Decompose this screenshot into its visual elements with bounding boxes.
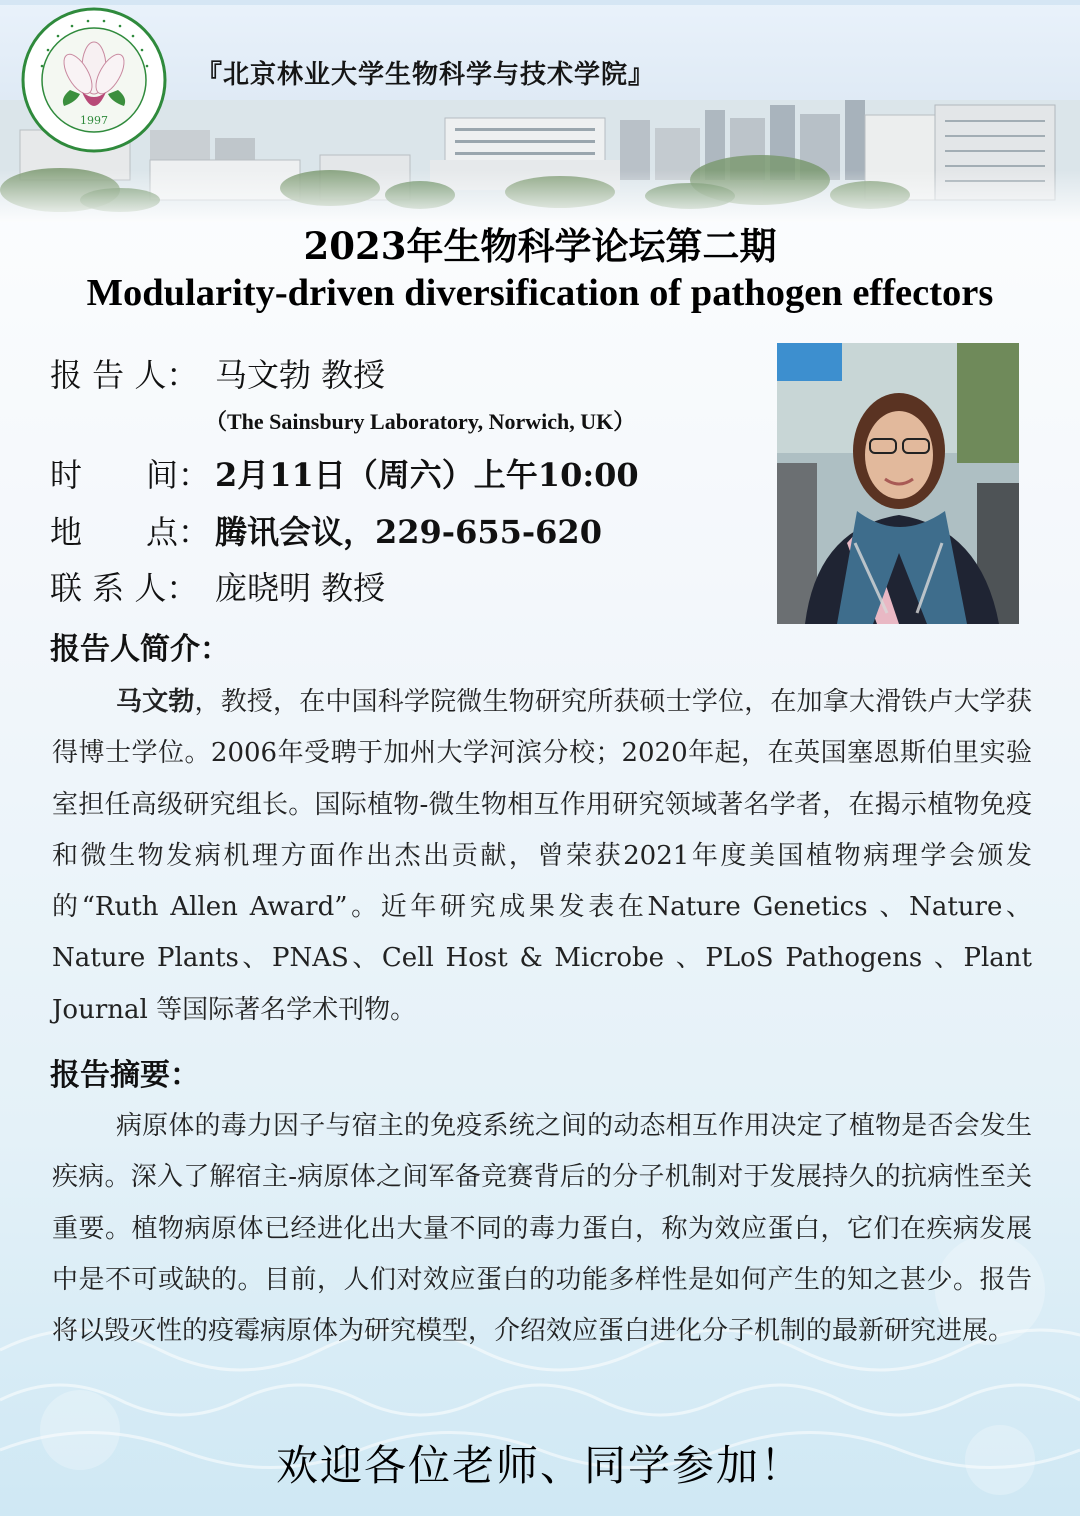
- speaker-photo: [777, 343, 1019, 624]
- forum-title: 2023年生物科学论坛第二期: [303, 224, 777, 268]
- place-value: 腾讯会议，229-655-620: [215, 513, 602, 551]
- place-label: 地 点：: [50, 513, 211, 551]
- banner-fade: [0, 170, 1080, 222]
- place-line: [50, 507, 602, 553]
- abstract-heading: 报告摘要：: [50, 1058, 200, 1093]
- speaker-affiliation: （The Sainsbury Laboratory, Norwich, UK）: [205, 409, 636, 434]
- logo-year: 1997: [80, 114, 108, 127]
- college-logo: [20, 6, 168, 154]
- speaker-name: 马文勃 教授: [215, 356, 386, 394]
- time-label: 时 间：: [50, 456, 211, 494]
- bio-speaker-name: 马文勃: [116, 687, 195, 717]
- speaker-line: [50, 350, 385, 396]
- header-banner: [0, 0, 1080, 222]
- contact-name: 庞晓明 教授: [215, 569, 386, 607]
- top-line: [0, 0, 1080, 5]
- bio-text: ，教授，在中国科学院微生物研究所获硕士学位，在加拿大滑铁卢大学获得博士学位。2006年受聘于加州大学河滨分校；2020年起，在英国塞恩斯伯里实验室担任高级研究组长。国际植物-微生物相互作用研究领域著名学者，在揭示植物免疫和微生物发病机理方面作出杰出贡献，曾荣获2021年度美国植物病理学会颁发的“Ruth Allen Award”。近年研究成果发表在Nature Genetics 、Nature、Nature Plants、PNAS、Cell Host & Microbe 、PLoS Pathogens 、Plant Journal 等国际著名学术刊物。: [52, 687, 1032, 1025]
- closing-invitation: 欢迎各位老师、同学参加！: [275, 1441, 804, 1490]
- contact-label: 联 系 人：: [50, 569, 199, 607]
- time-line: [50, 450, 639, 496]
- bio-heading: 报告人简介：: [50, 632, 230, 667]
- talk-title: Modularity-driven diversification of pathogen effectors: [86, 272, 994, 314]
- contact-line: [50, 563, 385, 609]
- college-name: 『北京林业大学生物科学与技术学院』: [196, 60, 656, 90]
- bio-paragraph: [52, 677, 1032, 1036]
- speaker-label: 报 告 人：: [50, 356, 199, 394]
- time-value: 2月11日（周六）上午10:00: [215, 456, 639, 494]
- abstract-paragraph: 病原体的毒力因子与宿主的免疫系统之间的动态相互作用决定了植物是否会发生疾病。深入了解宿主-病原体之间军备竞赛背后的分子机制对于发展持久的抗病性至关重要。植物病原体已经进化出大量不同的毒力蛋白，称为效应蛋白，它们在疾病发展中是不可或缺的。目前，人们对效应蛋白的功能多样性是如何产生的知之甚少。报告将以毁灭性的疫霉病原体为研究模型，介绍效应蛋白进化分子机制的最新研究进展。: [52, 1111, 1032, 1347]
